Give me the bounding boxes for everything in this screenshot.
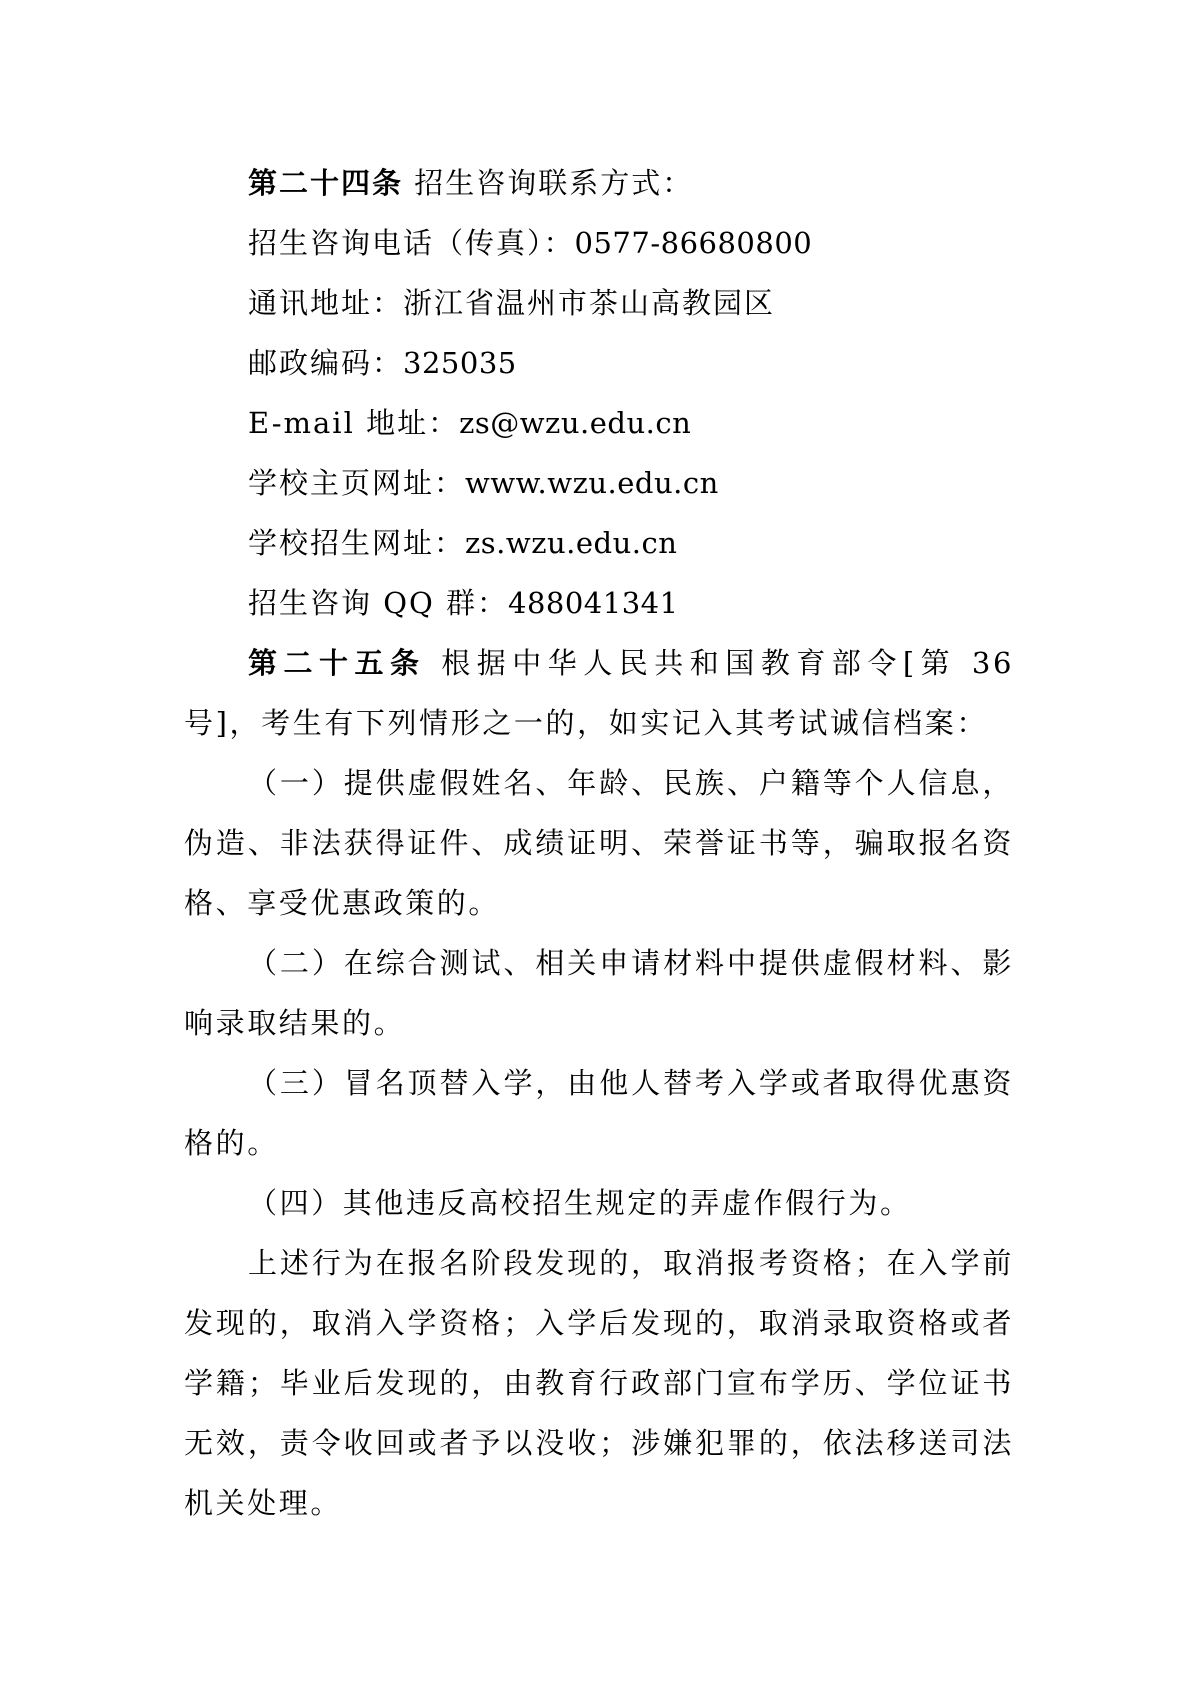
contact-admission-site [184, 513, 1014, 573]
article-25-conclusion: 上述行为在报名阶段发现的，取消报考资格；在入学前发现的，取消入学资格；入学后发现的，取消录取资格或者学籍；毕业后发现的，由教育行政部门宣布学历、学位证书无效，责令收回或者予以没收；涉嫌犯罪的，依法移送司法机关处理。 [184, 1246, 1014, 1520]
contact-address [184, 273, 1014, 333]
document-body [184, 153, 1014, 1533]
article-25-heading: 第二十五条 [248, 646, 426, 680]
contact-label: 学校主页网址： [248, 466, 466, 500]
article-25-intro: 根据中华人民共和国教育部令[第 36 号]，考生有下列情形之一的，如实记入其考试诚信档案： [184, 646, 1014, 740]
contact-homepage [184, 453, 1014, 513]
contact-postcode [184, 333, 1014, 393]
contact-value: 325035 [403, 346, 517, 380]
contact-label: E-mail 地址： [248, 406, 460, 440]
article-24-intro: 招生咨询联系方式： [414, 166, 694, 200]
contact-value: 488041341 [508, 586, 679, 620]
contact-qq-group [184, 573, 1014, 633]
article-24-heading: 第二十四条 [248, 166, 404, 200]
contact-label: 邮政编码： [248, 346, 404, 380]
contact-value: zs@wzu.edu.cn [459, 406, 692, 440]
contact-value: zs.wzu.edu.cn [465, 526, 678, 560]
contact-label: 招生咨询电话（传真）： [248, 226, 575, 260]
contact-value: www.wzu.edu.cn [465, 466, 719, 500]
contact-email [184, 393, 1014, 453]
article-25-item-3: （三）冒名顶替入学，由他人替考入学或者取得优惠资格的。 [184, 1066, 1014, 1160]
contact-phone [184, 213, 1014, 273]
contact-value: 0577-86680800 [574, 226, 813, 260]
article-25-item-4: （四）其他违反高校招生规定的弄虚作假行为。 [248, 1186, 912, 1220]
article-25-intro-paragraph [184, 633, 1014, 753]
contact-label: 学校招生网址： [248, 526, 466, 560]
article-25-item-2: （二）在综合测试、相关申请材料中提供虚假材料、影响录取结果的。 [184, 946, 1014, 1040]
contact-value: 浙江省温州市茶山高教园区 [403, 286, 776, 320]
contact-label: 招生咨询 QQ 群： [248, 586, 508, 620]
article-24-heading-line [184, 153, 1014, 213]
contact-label: 通讯地址： [248, 286, 404, 320]
article-25-item-1: （一）提供虚假姓名、年龄、民族、户籍等个人信息，伪造、非法获得证件、成绩证明、荣誉证书等，骗取报名资格、享受优惠政策的。 [184, 766, 1014, 920]
